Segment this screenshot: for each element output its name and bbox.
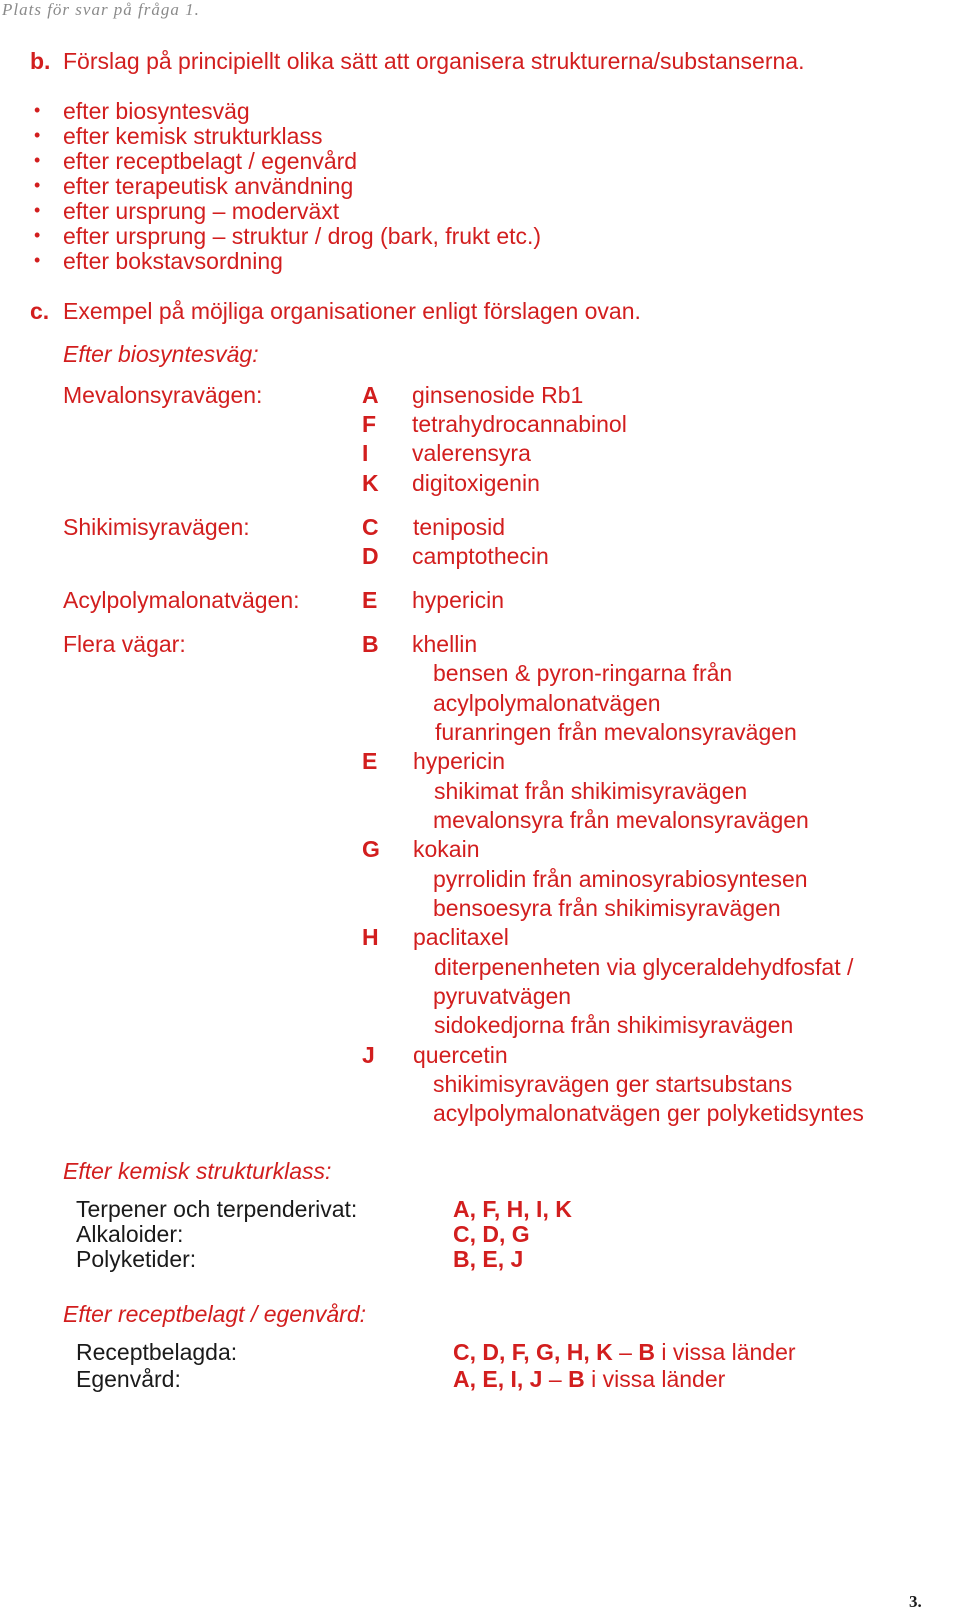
compound-name: hypericin [412, 587, 505, 613]
origin-note: bensen & pyron-ringarna från [433, 660, 733, 686]
pathway-label: Flera vägar: [63, 631, 186, 657]
list-item: efter ursprung – struktur / drog (bark, frukt etc.) [63, 223, 542, 249]
compound-name: khellin [412, 631, 478, 657]
section-b-marker: b. [30, 48, 51, 74]
compound-letter: H [362, 924, 379, 950]
origin-note: diterpenenheten via glyceraldehydfosfat / [434, 954, 854, 980]
origin-note: pyrrolidin från aminosyrabiosyntesen [433, 866, 808, 892]
pathway-label: Shikimisyravägen: [63, 514, 250, 540]
prescription-dash: – [612, 1339, 639, 1365]
origin-note: shikimisyravägen ger startsubstans [433, 1071, 793, 1097]
origin-note: furanringen från mevalonsyravägen [435, 719, 797, 745]
origin-note: shikimat från shikimisyravägen [434, 778, 748, 804]
compound-letter: D [362, 543, 379, 569]
compound-name: hypericin [413, 748, 506, 774]
compound-name: kokain [413, 836, 480, 862]
compound-letter: G [362, 836, 380, 862]
compound-name: valerensyra [412, 440, 531, 466]
compound-name: ginsenoside Rb1 [412, 382, 584, 408]
prescription-title: Efter receptbelagt / egenvård: [63, 1301, 367, 1327]
prescription-dash: – [542, 1366, 569, 1392]
class-label: Alkaloider: [76, 1221, 184, 1247]
origin-note: acylpolymalonatvägen ger polyketidsyntes [433, 1100, 864, 1126]
class-letters: B, E, J [453, 1246, 524, 1272]
compound-letter: C [362, 514, 379, 540]
chemical-class-title: Efter kemisk strukturklass: [63, 1158, 332, 1184]
compound-name: digitoxigenin [412, 470, 540, 496]
compound-letter: J [362, 1042, 375, 1068]
prescription-extra-text: i vissa länder [654, 1339, 796, 1365]
pathway-label: Acylpolymalonatvägen: [63, 587, 300, 613]
compound-letter: F [362, 411, 377, 437]
class-label: Terpener och terpenderivat: [76, 1196, 358, 1222]
compound-letter: I [362, 440, 369, 466]
list-item: efter kemisk strukturklass [63, 123, 323, 149]
prescription-extra-letter: B [638, 1339, 655, 1365]
compound-name: teniposid [413, 514, 506, 540]
class-letters: C, D, G [453, 1221, 530, 1247]
class-label: Polyketider: [76, 1246, 197, 1272]
prescription-extra-letter: B [568, 1366, 585, 1392]
list-item: efter bokstavsordning [63, 248, 283, 274]
bullet-dot: • [34, 200, 41, 220]
origin-note: acylpolymalonatvägen [433, 690, 661, 716]
biosynthesis-title: Efter biosyntesväg: [63, 341, 259, 367]
prescription-letters: A, E, I, J [453, 1366, 543, 1392]
list-item: efter terapeutisk användning [63, 173, 354, 199]
compound-letter: B [362, 631, 379, 657]
prescription-value [453, 1366, 725, 1393]
bullet-dot: • [34, 100, 41, 120]
prescription-letters: C, D, F, G, H, K [453, 1339, 613, 1365]
compound-name: paclitaxel [413, 924, 509, 950]
bullet-dot: • [34, 225, 41, 245]
prescription-extra-text: i vissa länder [584, 1366, 726, 1392]
section-c-marker: c. [30, 298, 50, 324]
compound-letter: K [362, 470, 379, 496]
list-item: efter ursprung – moderväxt [63, 198, 340, 224]
compound-name: tetrahydrocannabinol [412, 411, 627, 437]
origin-note: mevalonsyra från mevalonsyravägen [433, 807, 809, 833]
origin-note: sidokedjorna från shikimisyravägen [434, 1012, 794, 1038]
class-letters: A, F, H, I, K [453, 1196, 572, 1222]
prescription-label: Receptbelagda: [76, 1339, 238, 1365]
compound-letter: E [362, 748, 378, 774]
list-item: efter biosyntesväg [63, 98, 250, 124]
answer-space-label: Plats för svar på fråga 1. [2, 0, 200, 19]
bullet-dot: • [34, 150, 41, 170]
bullet-dot: • [34, 175, 41, 195]
origin-note: bensoesyra från shikimisyravägen [433, 895, 781, 921]
section-c-heading: Exempel på möjliga organisationer enligt förslagen ovan. [63, 298, 641, 324]
compound-name: quercetin [413, 1042, 508, 1068]
origin-note: pyruvatvägen [433, 983, 572, 1009]
page-number: 3. [909, 1592, 922, 1611]
pathway-label: Mevalonsyravägen: [63, 382, 263, 408]
section-b-heading: Förslag på principiellt olika sätt att organisera strukturerna/substanserna. [63, 48, 805, 74]
compound-name: camptothecin [412, 543, 549, 569]
list-item: efter receptbelagt / egenvård [63, 148, 358, 174]
prescription-value [453, 1339, 796, 1366]
bullet-dot: • [34, 250, 41, 270]
prescription-label: Egenvård: [76, 1366, 181, 1392]
compound-letter: A [362, 382, 379, 408]
bullet-dot: • [34, 125, 41, 145]
compound-letter: E [362, 587, 378, 613]
